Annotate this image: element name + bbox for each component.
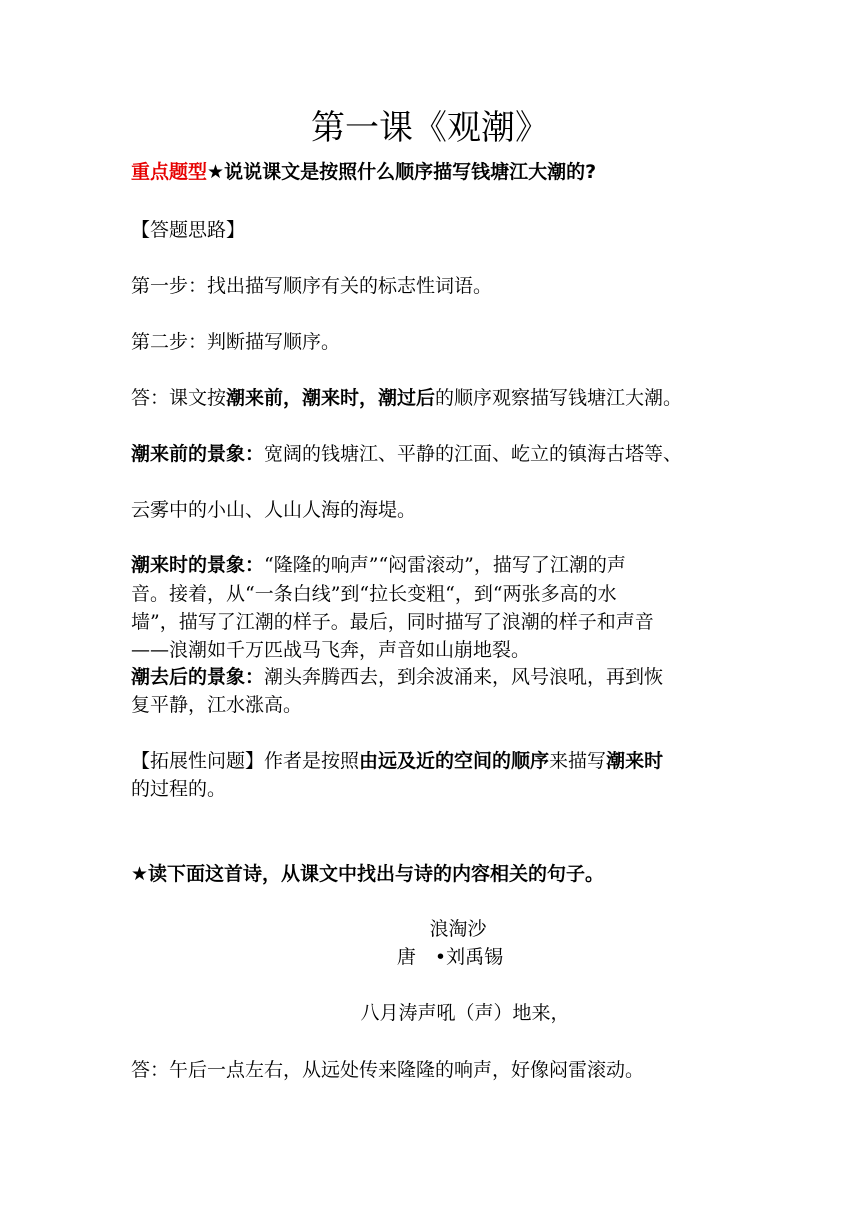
question-1-text: 说说课文是按照什么顺序描写钱塘江大潮的?	[224, 161, 597, 183]
before-tide-continued: 云雾中的小山、人山人海的海堤。	[131, 499, 417, 521]
poem-title: 浪淘沙	[429, 918, 487, 940]
extension-order: 由远及近的空间的顺序	[359, 750, 550, 772]
after-tide-line-2: 复平静，江水涨高。	[131, 694, 303, 716]
star-icon: ★	[131, 863, 149, 885]
key-question-tag: 重点题型	[131, 161, 208, 183]
answer-2: 答：午后一点左右，从远处传来隆隆的响声，好像闷雷滚动。	[131, 1059, 645, 1081]
after-tide-line-1: 潮头奔腾西去，到余波涌来，风号浪吼，再到恢	[264, 666, 664, 688]
extension-line-2: 的过程的。	[131, 778, 227, 800]
during-tide-line-3: 墙”，描写了江潮的样子。最后，同时描写了浪潮的样子和声音	[131, 611, 654, 633]
after-tide-label: 潮去后的景象：	[131, 666, 265, 688]
during-tide-label: 潮来时的景象：	[131, 554, 265, 576]
question-2	[131, 860, 604, 888]
star-icon: ★	[207, 161, 225, 183]
extension-middle: 来描写	[549, 750, 607, 772]
extension-during: 潮来时	[606, 750, 664, 772]
answer-1-order: 潮来前，潮来时，潮过后	[226, 387, 436, 409]
answer-1-suffix: 的顺序观察描写钱塘江大潮。	[435, 387, 683, 409]
during-tide-line-2: 音。接着，从“一条白线”到“拉长变粗“，到“两张多高的水	[131, 583, 617, 605]
during-tide-line-1: “隆隆的响声”“闷雷滚动”，描写了江潮的声	[264, 554, 626, 576]
extension-heading: 【拓展性问题】	[131, 750, 265, 772]
question-1	[131, 158, 596, 186]
step-2: 第二步：判断描写顺序。	[131, 331, 341, 353]
before-tide-text: 宽阔的钱塘江、平静的江面、屹立的镇海古塔等、	[264, 443, 683, 465]
during-tide-paragraph	[131, 551, 626, 579]
extension-question	[131, 747, 663, 775]
during-tide-line-4: ——浪潮如千万匹战马飞奔，声音如山崩地裂。	[131, 639, 531, 661]
extension-prefix: 作者是按照	[264, 750, 360, 772]
page-title: 第一课《观潮》	[311, 108, 549, 148]
after-tide-paragraph	[131, 663, 663, 691]
poem-line-1: 八月涛声吼（声）地来，	[360, 1002, 570, 1024]
before-tide-label: 潮来前的景象：	[131, 443, 265, 465]
before-tide-paragraph	[131, 440, 682, 468]
thinking-heading: 【答题思路】	[131, 219, 246, 241]
poem-author: 唐 •刘禹锡	[396, 946, 504, 968]
question-2-text: 读下面这首诗，从课文中找出与诗的内容相关的句子。	[148, 863, 605, 885]
answer-1	[131, 384, 682, 412]
answer-1-prefix: 答：课文按	[131, 387, 227, 409]
step-1: 第一步：找出描写顺序有关的标志性词语。	[131, 275, 493, 297]
